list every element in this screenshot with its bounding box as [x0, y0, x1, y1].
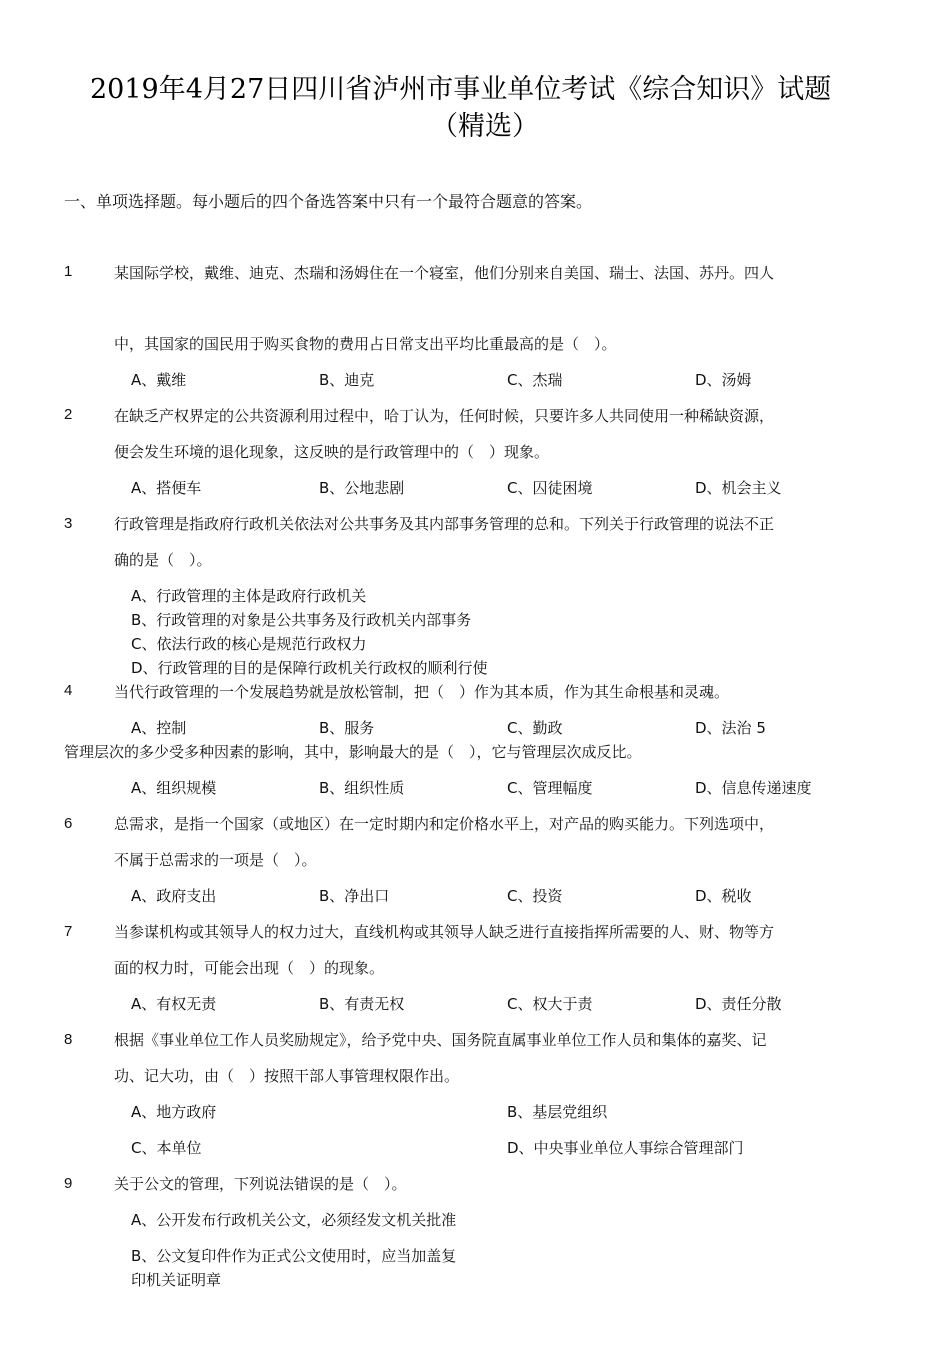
- option-d: D、机会主义: [695, 479, 782, 497]
- option-a: A、有权无责: [131, 995, 217, 1013]
- option-b: B、行政管理的对象是公共事务及行政机关内部事务: [131, 611, 472, 629]
- option-a: A、地方政府: [131, 1103, 217, 1121]
- option-b: B、基层党组织: [507, 1103, 608, 1121]
- option-a: A、戴维: [131, 371, 187, 389]
- option-d: D、法治 5: [695, 719, 766, 737]
- question-number: 8: [64, 1031, 73, 1048]
- option-c: C、本单位: [131, 1139, 202, 1157]
- option-b: B、有责无权: [319, 995, 405, 1013]
- option-a: A、政府支出: [131, 887, 217, 905]
- option-c: C、权大于责: [507, 995, 593, 1013]
- question-text: 某国际学校，戴维、迪克、杰瑞和汤姆住在一个寝室，他们分别来自美国、瑞士、法国、苏丹。四人: [114, 264, 775, 282]
- option-d: D、中央事业单位人事综合管理部门: [507, 1139, 744, 1157]
- option-d: D、税收: [695, 887, 752, 905]
- option-b: B、公文复印件作为正式公文使用时，应当加盖复: [131, 1247, 457, 1265]
- option-a: A、行政管理的主体是政府行政机关: [131, 587, 367, 605]
- option-b: B、公地悲剧: [319, 479, 405, 497]
- option-d: D、汤姆: [695, 371, 752, 389]
- question-text: 总需求，是指一个国家（或地区）在一定时期内和定价格水平上，对产品的购买能力。下列选项中，: [114, 815, 775, 833]
- option-b: B、迪克: [319, 371, 375, 389]
- question-number: 4: [64, 682, 73, 699]
- option-b: B、组织性质: [319, 779, 405, 797]
- document-subtitle: （精选）: [431, 111, 539, 142]
- option-a: A、组织规模: [131, 779, 217, 797]
- option-b-continued: 印机关证明章: [131, 1271, 222, 1289]
- option-c: C、依法行政的核心是规范行政权力: [131, 635, 367, 653]
- section-heading: 一、单项选择题。每小题后的四个备选答案中只有一个最符合题意的答案。: [64, 192, 593, 211]
- question-text: 确的是（ ）。: [114, 551, 212, 569]
- option-c: C、勤政: [507, 719, 563, 737]
- question-text: 不属于总需求的一项是（ ）。: [114, 851, 317, 869]
- option-a: A、公开发布行政机关公文，必须经发文机关批准: [131, 1211, 457, 1229]
- question-text: 行政管理是指政府行政机关依法对公共事务及其内部事务管理的总和。下列关于行政管理的说法不正: [114, 515, 775, 533]
- option-b: B、净出口: [319, 887, 390, 905]
- question-text: 功、记大功，由（ ）按照干部人事管理权限作出。: [114, 1067, 460, 1085]
- question-number: 6: [64, 815, 73, 832]
- option-d: D、行政管理的目的是保障行政机关行政权的顺利行使: [131, 659, 488, 677]
- document-title: 2019年4月27日四川省泸州市事业单位考试《综合知识》试题: [90, 74, 832, 105]
- option-b: B、服务: [319, 719, 375, 737]
- question-text: 根据《事业单位工作人员奖励规定》，给予党中央、国务院直属事业单位工作人员和集体的嘉奖、记: [114, 1031, 767, 1049]
- question-number: 2: [64, 406, 73, 423]
- question-text: 当参谋机构或其领导人的权力过大，直线机构或其领导人缺乏进行直接指挥所需要的人、财、物等方: [114, 923, 775, 941]
- option-d: D、信息传递速度: [695, 779, 812, 797]
- option-c: C、投资: [507, 887, 563, 905]
- question-text: 关于公文的管理，下列说法错误的是（ ）。: [114, 1175, 407, 1193]
- question-number: 9: [64, 1175, 73, 1192]
- question-number: 1: [64, 263, 73, 280]
- option-a: A、搭便车: [131, 479, 202, 497]
- question-text: 在缺乏产权界定的公共资源利用过程中，哈丁认为，任何时候，只要许多人共同使用一种稀缺资源，: [114, 407, 775, 425]
- option-c: C、囚徒困境: [507, 479, 593, 497]
- question-number: 7: [64, 923, 73, 940]
- question-text: 便会发生环境的退化现象，这反映的是行政管理中的（ ）现象。: [114, 443, 550, 461]
- option-a: A、控制: [131, 719, 187, 737]
- option-d: D、责任分散: [695, 995, 782, 1013]
- question-text: 管理层次的多少受多种因素的影响，其中，影响最大的是（ ），它与管理层次成反比。: [64, 743, 642, 761]
- option-c: C、杰瑞: [507, 371, 563, 389]
- question-text: 中，其国家的国民用于购买食物的费用占日常支出平均比重最高的是（ ）。: [114, 335, 617, 353]
- question-number: 3: [64, 515, 73, 532]
- option-c: C、管理幅度: [507, 779, 593, 797]
- question-text: 当代行政管理的一个发展趋势就是放松管制，把（ ）作为其本质，作为其生命根基和灵魂。: [114, 683, 730, 701]
- question-text: 面的权力时，可能会出现（ ）的现象。: [114, 959, 385, 977]
